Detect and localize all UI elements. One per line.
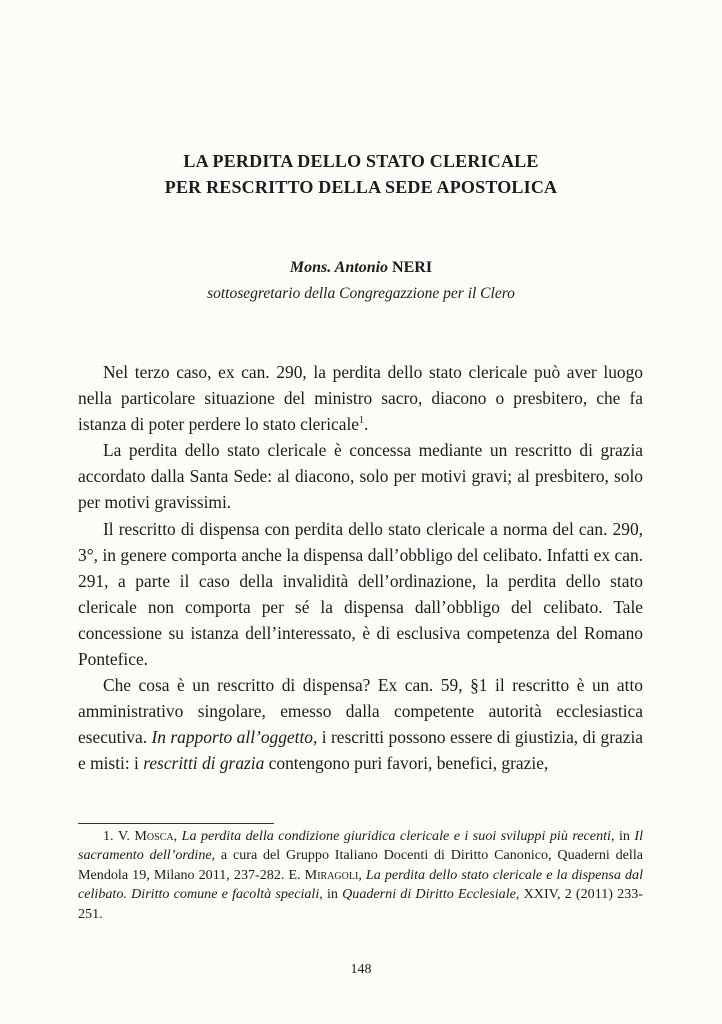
author-role: sottosegretario della Congregazzione per il Clero (207, 285, 515, 302)
title-line-1: LA PERDITA DELLO STATO CLERICALE (183, 151, 539, 171)
footnote-author-1: V. Mosca (118, 828, 174, 844)
footnote-book-2: Quaderni di Diritto Ecclesiale (342, 886, 516, 903)
article-title (0, 148, 722, 200)
page-number: 148 (350, 962, 372, 977)
title-line-2: PER RESCRITTO DELLA SEDE APOSTOLICA (164, 177, 558, 197)
footnote-divider (78, 823, 274, 824)
footnote-1: 1. V. Mosca, La perdita della condizione giuridica clericale e i suoi sviluppi più recenti, in Il sacramento dell’ordine, a cura del Gruppo Italiano Docenti di Diritto Canonico, Quaderni della Mendola 19, Milano 2011, 237-282. E. Miragoli, La perdita dello stato clericale e la dispensa dal celibato. Diritto comune e facoltà speciali, in Quaderni di Diritto Ecclesiale, XXIV, 2 (2011) 233-251. (78, 828, 643, 922)
footnote-work-1: La perdita della condizione giuridica clericale e i suoi sviluppi più recenti (181, 828, 611, 844)
paragraph-1: Nel terzo caso, ex can. 290, la perdita dello stato clericale può aver luogo nella particolare situazione del ministro sacro, diacono o presbitero, che fa istanza di poter perdere lo stato clericale$^1$. (78, 362, 643, 435)
footnote-work-2: La perdita dello stato clericale e la dispensa dal celibato. Diritto comune e facoltà speciali (78, 866, 643, 903)
emphasis-rescritti: rescritti di grazia (143, 753, 265, 774)
emphasis-rapporto: In rapporto all’oggetto (151, 727, 313, 748)
author-name (0, 259, 722, 277)
footnote-number: 1. (103, 828, 114, 844)
footnote-author-2: E. Miragoli (288, 866, 359, 883)
author-first-name: Mons. Antonio (289, 259, 393, 276)
author-last-name: NERI (392, 259, 433, 276)
footnote-ref-1: 1 (359, 415, 365, 427)
paragraph-3: Il rescritto di dispensa con perdita dello stato clericale a norma del can. 290, 3°, in genere comporta anche la dispensa dall’obbligo del celibato. Infatti ex can. 291, a parte il caso della invalidità dell’ordinazione, la perdita dello stato clericale non comporta per sé la dispensa dall’obbligo del celibato. Tale concessione su istanza dell’interessato, è di esclusiva competenza del Romano Pontefice. (78, 518, 643, 670)
body-text (78, 359, 643, 777)
paragraph-2: La perdita dello stato clericale è concessa mediante un rescritto di grazia accordato dalla Santa Sede: al diacono, solo per motivi gravi; al presbitero, solo per motivi gravissimi. (78, 440, 643, 513)
paragraph-4: Che cosa è un rescritto di dispensa? Ex can. 59, §1 il rescritto è un atto amministrativo singolare, emesso dalla competente autorità ecclesiastica esecutiva. In rapporto all’oggetto, i rescritti possono essere di giustizia, di grazia e misti: i rescritti di grazia contengono puri favori, benefici, grazie, (78, 675, 643, 774)
footnote-book-1: Il sacramento dell’ordine (78, 828, 643, 864)
